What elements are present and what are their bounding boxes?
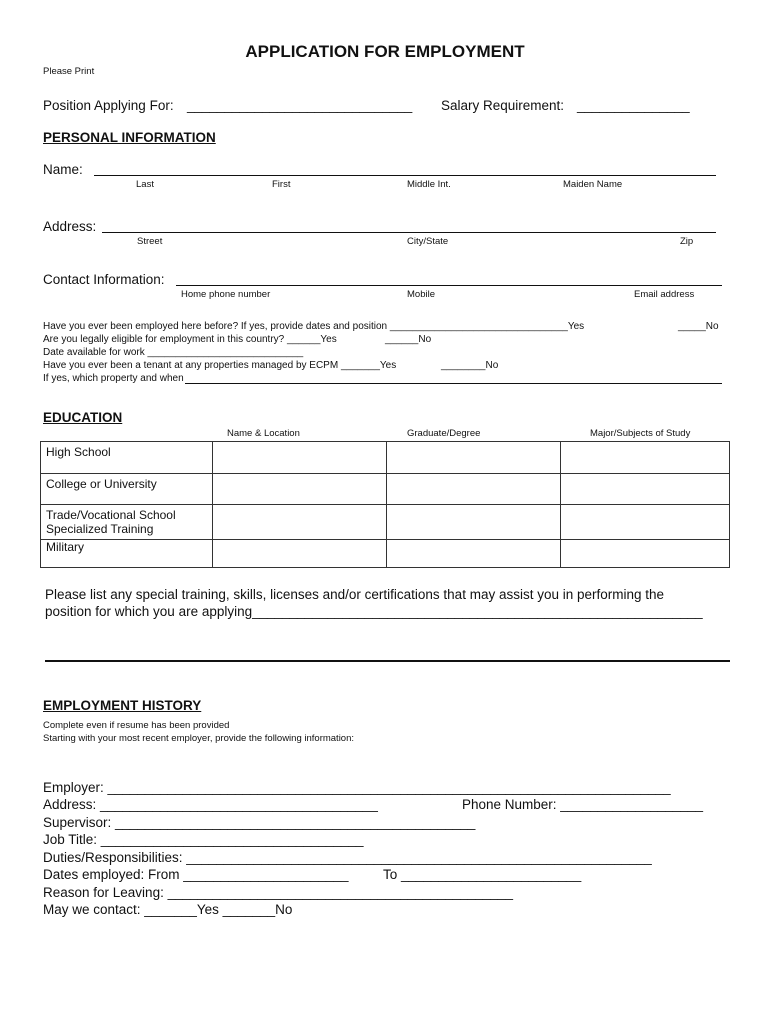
question-tenant: Have you ever been a tenant at any properties managed by ECPM _______Yes [43,360,397,371]
question-eligible-no[interactable]: ______No [385,334,432,345]
address-label: Address: [43,219,97,234]
question-eligible: Are you legally eligible for employment in this country? ______Yes [43,334,337,345]
edu-cell[interactable] [213,540,387,568]
name-sub-first: First [272,179,291,190]
edu-cell[interactable] [561,540,730,568]
contact-sub-home: Home phone number [181,289,271,300]
address-sub-street: Street [137,236,163,247]
edu-cell[interactable] [213,442,387,474]
edu-cell[interactable] [213,474,387,505]
edu-row-label: Trade/Vocational School Specialized Training [41,505,213,540]
employer-address-field[interactable]: Address: _____________________________________ [43,797,378,812]
edu-cell[interactable] [213,505,387,540]
which-property-field[interactable] [185,383,722,384]
form-title: APPLICATION FOR EMPLOYMENT [245,42,525,61]
salary-field[interactable]: _______________ [577,98,690,113]
address-sub-city: City/State [407,236,449,247]
education-heading: EDUCATION [43,410,123,425]
dates-to-field[interactable]: To ________________________ [383,867,582,882]
salary-label: Salary Requirement: [441,98,565,113]
table-row [41,474,730,505]
edu-row-label: Military [41,540,213,568]
question-tenant-no[interactable]: ________No [441,360,499,371]
question-employed-before-no[interactable]: _____No [678,321,719,332]
table-row [41,505,730,540]
dates-from-field[interactable]: Dates employed: From ______________________ [43,867,349,882]
question-employed-before: Have you ever been employed here before? If yes, provide dates and position ________________________________Yes [43,321,585,332]
reason-leaving-field[interactable]: Reason for Leaving: ______________________________________________ [43,885,513,900]
please-print-note: Please Print [43,66,95,77]
phone-number-field[interactable]: Phone Number: ___________________ [462,797,703,812]
personal-info-heading: PERSONAL INFORMATION [43,130,216,145]
question-which-property: If yes, which property and when [43,373,184,384]
edu-cell[interactable] [561,474,730,505]
edu-row-label: High School [41,442,213,474]
employer-field[interactable]: Employer: ___________________________________________________________________________ [43,780,671,795]
supervisor-field[interactable]: Supervisor: ________________________________________________ [43,815,476,830]
name-field[interactable] [94,175,716,176]
edu-row-label: College or University [41,474,213,505]
address-sub-zip: Zip [680,236,694,247]
edu-cell[interactable] [387,505,561,540]
contact-field[interactable] [176,285,722,286]
edu-cell[interactable] [561,442,730,474]
question-date-available: Date available for work ____________________________ [43,347,304,358]
name-sub-last: Last [136,179,154,190]
edu-cell[interactable] [387,540,561,568]
position-field[interactable]: ______________________________ [187,98,413,113]
contact-sub-mobile: Mobile [407,289,435,300]
may-we-contact-field[interactable]: May we contact: _______Yes _______No [43,902,293,917]
employment-note-1: Complete even if resume has been provided [43,720,230,731]
edu-cell[interactable] [387,442,561,474]
contact-sub-email: Email address [634,289,695,300]
edu-cell[interactable] [561,505,730,540]
edu-col-degree: Graduate/Degree [407,428,481,439]
employment-history-heading: EMPLOYMENT HISTORY [43,698,202,713]
name-label: Name: [43,162,83,177]
address-field[interactable] [102,232,716,233]
special-training-field[interactable]: position for which you are applying____________________________________________________________ [45,604,703,619]
job-title-field[interactable]: Job Title: ___________________________________ [43,832,364,847]
edu-col-name-location: Name & Location [227,428,300,439]
employment-note-2: Starting with your most recent employer, provide the following information: [43,733,355,744]
duties-field[interactable]: Duties/Responsibilities: ______________________________________________________________ [43,850,652,865]
name-sub-maiden: Maiden Name [563,179,623,190]
position-label: Position Applying For: [43,98,174,113]
divider [45,660,730,662]
education-table [40,441,730,568]
name-sub-middle: Middle Int. [407,179,451,190]
contact-label: Contact Information: [43,272,165,287]
special-training-prompt: Please list any special training, skills, licenses and/or certifications that may assist you in performing the [45,587,665,602]
table-row [41,442,730,474]
edu-cell[interactable] [387,474,561,505]
edu-col-major: Major/Subjects of Study [590,428,691,439]
table-row [41,540,730,568]
